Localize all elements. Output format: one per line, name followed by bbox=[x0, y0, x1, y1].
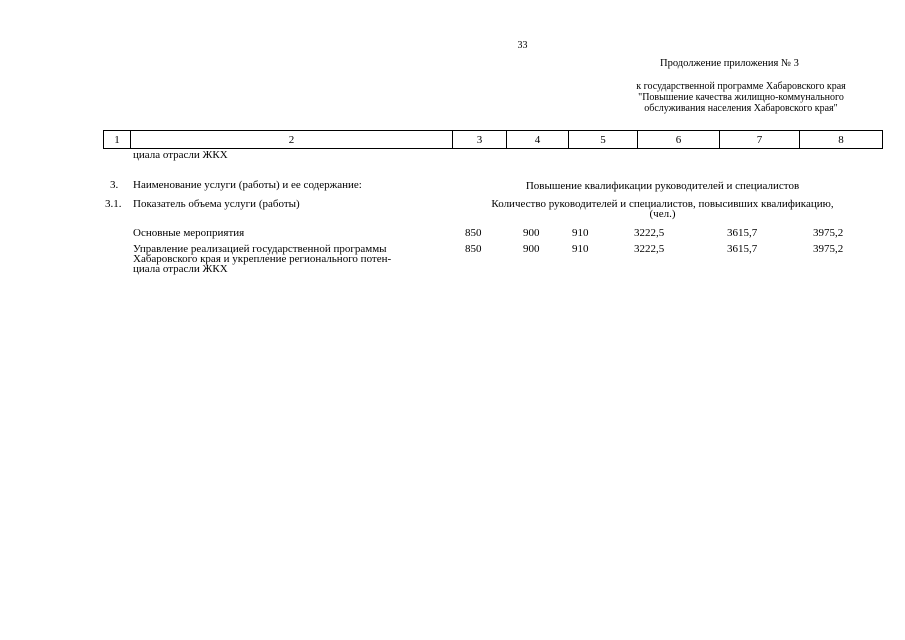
data-cell: 3615,7 bbox=[727, 227, 758, 239]
data-cell: 3975,2 bbox=[813, 243, 844, 255]
row-value: Количество руководителей и специалистов, повысивших квалификацию, bbox=[491, 198, 834, 210]
column-header: 6 bbox=[638, 131, 720, 149]
data-cell: 850 bbox=[465, 243, 482, 255]
column-header: 3 bbox=[453, 131, 507, 149]
column-header-table bbox=[103, 130, 883, 149]
data-row-label: Управление реализацией государственной программы bbox=[133, 243, 387, 255]
appendix-line: "Повышение качества жилищно-коммунального bbox=[638, 92, 844, 103]
appendix-line: обслуживания населения Хабаровского края" bbox=[644, 103, 838, 114]
row-number: 3.1. bbox=[105, 198, 122, 210]
data-cell: 3615,7 bbox=[727, 243, 758, 255]
appendix-title: Продолжение приложения № 3 bbox=[660, 58, 799, 69]
data-row-label: Хабаровского края и укрепление регионального потен- bbox=[133, 253, 392, 265]
data-cell: 900 bbox=[523, 243, 540, 255]
data-cell: 900 bbox=[523, 227, 540, 239]
column-header: 5 bbox=[569, 131, 638, 149]
data-cell: 910 bbox=[572, 243, 589, 255]
data-cell: 910 bbox=[572, 227, 589, 239]
appendix-line: к государственной программе Хабаровского края bbox=[636, 81, 846, 92]
data-cell: 850 bbox=[465, 227, 482, 239]
data-cell: 3222,5 bbox=[634, 227, 665, 239]
data-row-label: Основные мероприятия bbox=[133, 227, 245, 239]
column-header: 2 bbox=[131, 131, 453, 149]
continued-text: циала отрасли ЖКХ bbox=[133, 149, 228, 161]
page-number: 33 bbox=[517, 40, 528, 51]
row-number: 3. bbox=[110, 179, 119, 191]
column-header: 1 bbox=[104, 131, 131, 149]
data-cell: 3222,5 bbox=[634, 243, 665, 255]
column-header: 4 bbox=[507, 131, 569, 149]
row-value: Повышение квалификации руководителей и специалистов bbox=[525, 180, 800, 192]
row-name: Наименование услуги (работы) и ее содержание: bbox=[133, 179, 362, 191]
data-cell: 3975,2 bbox=[813, 227, 844, 239]
row-value-unit: (чел.) bbox=[649, 208, 676, 220]
data-row-label: циала отрасли ЖКХ bbox=[133, 263, 228, 275]
column-header: 7 bbox=[720, 131, 800, 149]
column-header: 8 bbox=[800, 131, 883, 149]
row-name: Показатель объема услуги (работы) bbox=[133, 198, 300, 210]
